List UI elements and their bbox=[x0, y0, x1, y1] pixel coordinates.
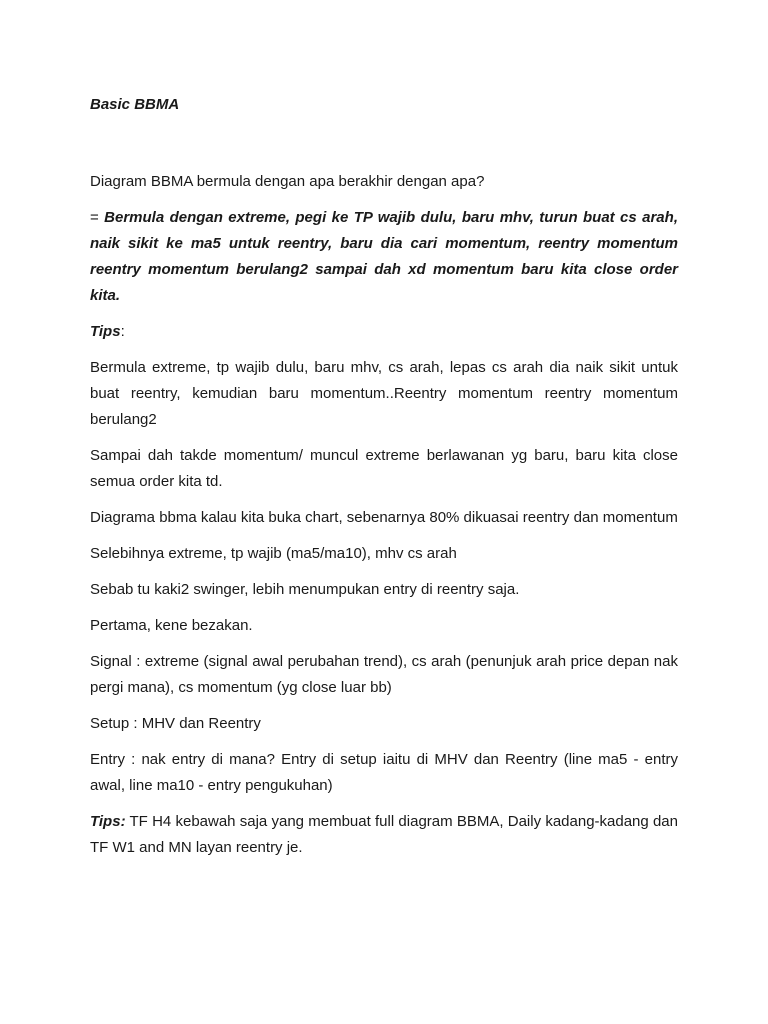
paragraph-6: Pertama, kene bezakan. bbox=[90, 617, 253, 634]
answer-text: Bermula dengan extreme, pegi ke TP wajib dulu, baru mhv, turun buat cs arah, naik sikit ke ma5 untuk reentry, baru dia cari momentum, reentry momentum reentry momentum berulang2 sampai dah xd momentum baru kita close order kita. bbox=[90, 209, 678, 304]
paragraph-1: Bermula extreme, tp wajib dulu, baru mhv, cs arah, lepas cs arah dia naik sikit untuk buat reentry, kemudian baru momentum..Reentry momentum reentry momentum berulang2 bbox=[90, 359, 678, 428]
paragraph-5: Sebab tu kaki2 swinger, lebih menumpukan entry di reentry saja. bbox=[90, 581, 520, 598]
document-title: Basic BBMA bbox=[90, 96, 180, 113]
paragraph-8: Setup : MHV dan Reentry bbox=[90, 715, 261, 732]
tips-heading bbox=[90, 319, 678, 345]
paragraph-7: Signal : extreme (signal awal perubahan trend), cs arah (penunjuk arah price depan nak pergi mana), cs momentum (yg close luar bb) bbox=[90, 653, 678, 696]
paragraph-2: Sampai dah takde momentum/ muncul extreme berlawanan yg baru, baru kita close semua order kita td. bbox=[90, 447, 678, 490]
paragraph-3: Diagrama bbma kalau kita buka chart, sebenarnya 80% dikuasai reentry dan momentum bbox=[90, 509, 678, 526]
answer-prefix: = bbox=[90, 209, 105, 226]
paragraph-9: Entry : nak entry di mana? Entry di setup iaitu di MHV dan Reentry (line ma5 - entry awal, line ma10 - entry pengukuhan) bbox=[90, 751, 678, 794]
tips-label: Tips bbox=[90, 323, 121, 340]
final-tips-label: Tips: bbox=[90, 813, 126, 830]
paragraph-4: Selebihnya extreme, tp wajib (ma5/ma10), mhv cs arah bbox=[90, 545, 457, 562]
final-tips-paragraph bbox=[90, 809, 678, 861]
answer-paragraph bbox=[90, 205, 678, 309]
question-text: Diagram BBMA bermula dengan apa berakhir dengan apa? bbox=[90, 173, 485, 190]
final-tips-text: TF H4 kebawah saja yang membuat full diagram BBMA, Daily kadang-kadang dan TF W1 and MN layan reentry je. bbox=[90, 813, 678, 856]
tips-colon: : bbox=[120, 323, 125, 340]
